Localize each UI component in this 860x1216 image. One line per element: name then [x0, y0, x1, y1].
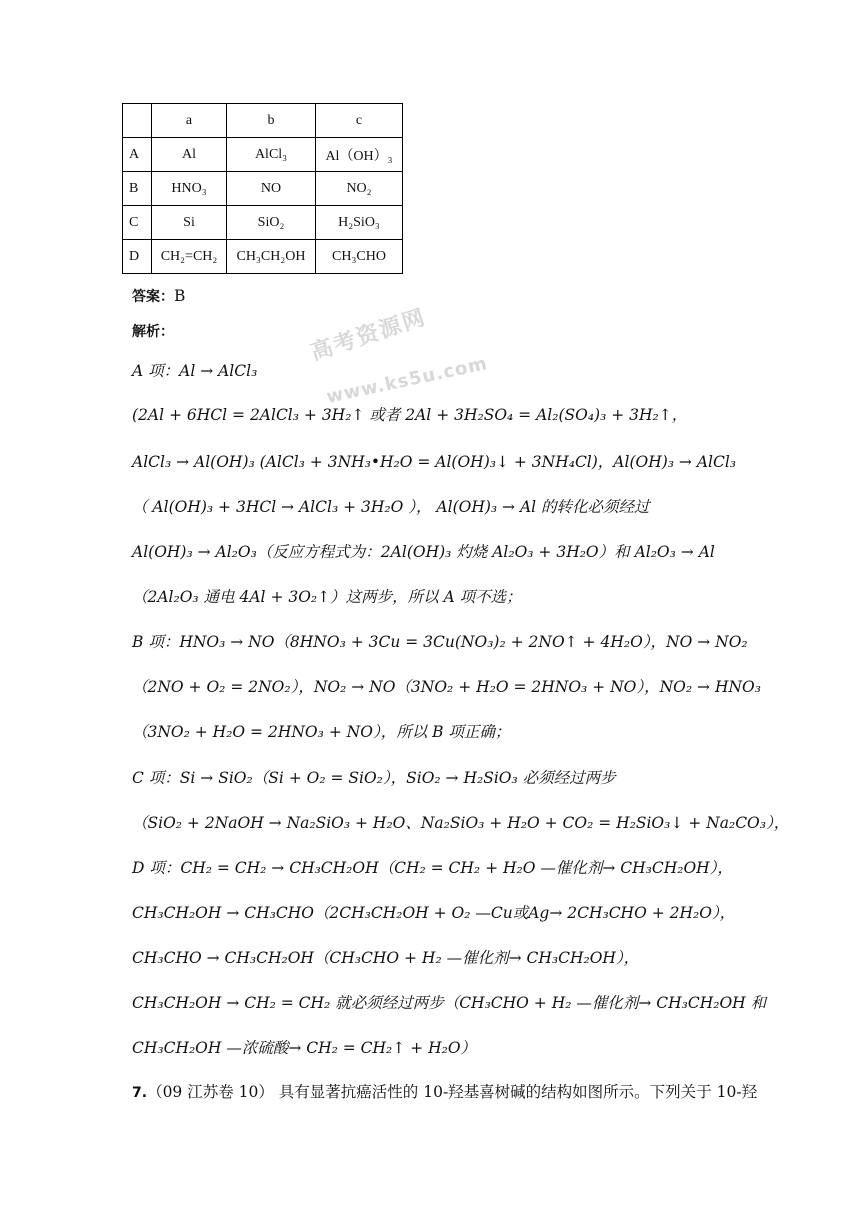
- table-cell: Al（OH）₃: [316, 138, 403, 172]
- table-cell: B: [123, 172, 152, 206]
- analysis-line: CH₃CH₂OH → CH₃CHO（2CH₃CH₂OH + O₂ —Cu或Ag→ 2CH₃CHO + 2H₂O），: [132, 904, 736, 922]
- table-cell: HNO₃: [152, 172, 227, 206]
- table-cell: CH₃CHO: [316, 240, 403, 274]
- table-cell: CH₃CH₂OH: [227, 240, 316, 274]
- table-cell: c: [316, 104, 403, 138]
- analysis-line: B 项：HNO₃ → NO（8HNO₃ + 3Cu = 3Cu(NO₃)₂ + 2NO↑ + 4H₂O），NO → NO₂: [132, 633, 748, 651]
- analysis-line: （ Al(OH)₃ + 3HCl → AlCl₃ + 3H₂O ）， Al(OH)₃ → Al 的转化必须经过: [132, 498, 650, 516]
- analysis-label: 解析：: [132, 324, 174, 340]
- question-number: 7.: [132, 1085, 148, 1101]
- analysis-line: CH₃CH₂OH —浓硫酸→ CH₂ = CH₂↑ + H₂O）: [132, 1039, 477, 1057]
- table-header-row: [123, 104, 403, 138]
- table-row: [123, 138, 403, 172]
- table-cell: CH₂=CH₂: [152, 240, 227, 274]
- analysis-line: （2Al₂O₃ 通电 4Al + 3O₂↑）这两步，所以 A 项不选；: [132, 588, 522, 606]
- analysis-line: （SiO₂ + 2NaOH → Na₂SiO₃ + H₂O、Na₂SiO₃ + H₂O + CO₂ = H₂SiO₃↓ + Na₂CO₃），: [132, 814, 790, 832]
- table-cell: A: [123, 138, 152, 172]
- analysis-line: AlCl₃ → Al(OH)₃ (AlCl₃ + 3NH₃•H₂O = Al(OH)₃↓ + 3NH₄Cl)，Al(OH)₃ → AlCl₃: [132, 453, 737, 471]
- table-cell: H₂SiO₃: [316, 206, 403, 240]
- analysis-line: CH₃CH₂OH → CH₂ = CH₂ 就必须经过两步（CH₃CHO + H₂ —催化剂→ CH₃CH₂OH 和: [132, 994, 767, 1012]
- answer-label: 答案：: [132, 289, 174, 305]
- table-cell: b: [227, 104, 316, 138]
- table-row: [123, 240, 403, 274]
- table-cell: AlCl₃: [227, 138, 316, 172]
- table-row: [123, 206, 403, 240]
- analysis-line: A 项：Al → AlCl₃: [132, 362, 258, 380]
- table-cell: NO: [227, 172, 316, 206]
- answer-value: B: [174, 287, 186, 305]
- table-cell: D: [123, 240, 152, 274]
- watermark-url: www.ks5u.com: [324, 353, 490, 408]
- analysis-line: C 项：Si → SiO₂（Si + O₂ = SiO₂），SiO₂ → H₂SiO₃ 必须经过两步: [132, 769, 616, 787]
- table-cell: Al: [152, 138, 227, 172]
- table-cell: Si: [152, 206, 227, 240]
- table-row: [123, 172, 403, 206]
- answer-table: [122, 103, 403, 274]
- analysis-line: Al(OH)₃ → Al₂O₃（反应方程式为：2Al(OH)₃ 灼烧 Al₂O₃ + 3H₂O）和 Al₂O₃ → Al: [132, 543, 715, 561]
- table-cell: [123, 104, 152, 138]
- analysis-line: （2NO + O₂ = 2NO₂），NO₂ → NO（3NO₂ + H₂O = 2HNO₃ + NO），NO₂ → HNO₃: [132, 678, 761, 696]
- analysis-line: （3NO₂ + H₂O = 2HNO₃ + NO），所以 B 项正确；: [132, 723, 511, 741]
- analysis-line: CH₃CHO → CH₃CH₂OH（CH₃CHO + H₂ —催化剂→ CH₃CH₂OH），: [132, 949, 640, 967]
- analysis-line: (2Al + 6HCl = 2AlCl₃ + 3H₂↑ 或者 2Al + 3H₂SO₄ = Al₂(SO₄)₃ + 3H₂↑，: [132, 406, 688, 424]
- table-cell: a: [152, 104, 227, 138]
- table-cell: NO₂: [316, 172, 403, 206]
- answer-line: [132, 286, 185, 306]
- question-7: [132, 1080, 757, 1102]
- question-text: （09 江苏卷 10） 具有显著抗癌活性的 10-羟基喜树碱的结构如图所示。下列关于 10-羟: [147, 1083, 758, 1101]
- table-cell: SiO₂: [227, 206, 316, 240]
- analysis-line: D 项：CH₂ = CH₂ → CH₃CH₂OH（CH₂ = CH₂ + H₂O —催化剂→ CH₃CH₂OH），: [132, 859, 733, 877]
- table-cell: C: [123, 206, 152, 240]
- watermark-text: 高考资源网: [307, 304, 430, 366]
